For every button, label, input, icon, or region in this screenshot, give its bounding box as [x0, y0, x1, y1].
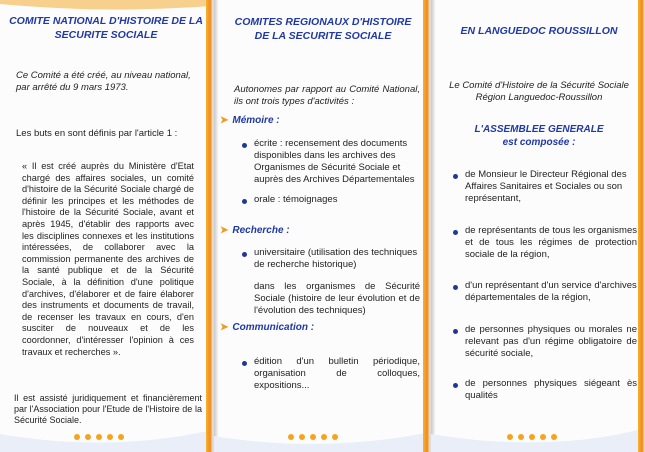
goals-intro: Les buts en sont définis par l'article 1 :: [16, 128, 178, 139]
panel-national: [0, 0, 213, 452]
recherche-item-organisms: dans les organismes de Sécurité Sociale (histoire de leur évolution et de l'évolution des techniques): [254, 281, 420, 316]
arrow-icon: ➤: [220, 225, 229, 236]
panel-edge: [206, 0, 213, 452]
bullet-icon: [453, 383, 458, 388]
panel-edge: [423, 0, 430, 452]
article-quote: « Il est créé auprès du Ministère d'Etat chargé des affaires sociales, un comité d'histoire de la Sécurité Sociale chargé de définir les principes et les méthodes de l'histoire de la Sécurité Sociale, avant et après 1945, d'établir des rapports avec les disciplines connexes et les institutions intéressées, de collaborer avec la commission permanente des archives de la santé publique et de la Sécurité Sociale, à la définition d'une politique d'archives, d'élaborer et de faire élaborer des instruments et documents de travail, de recenser les travaux en cours, d'en susciter de nouveaux et de les coordonner, d'intéresser l'opinion à ces travaux et recherches ».: [22, 161, 194, 357]
member-item: de personnes physiques siégeant ès qualités: [465, 378, 637, 401]
panel-title: EN LANGUEDOC ROUSSILLON: [460, 25, 618, 37]
bullet-icon: [242, 252, 247, 257]
communication-heading: ➤ Communication :: [220, 322, 315, 333]
bullet-icon: [453, 329, 458, 334]
arrow-icon: ➤: [220, 115, 229, 126]
memoire-heading: ➤ Mémoire :: [220, 115, 280, 126]
panel-title: COMITE NATIONAL D'HISTOIRE DE LA SECURITE SOCIALE: [9, 15, 203, 41]
member-item: de Monsieur le Directeur Régional des Affaires Sanitaires et Sociales ou son représentant,: [465, 169, 627, 204]
assembly-subtitle: est composée :: [502, 137, 576, 148]
panel-edge: [638, 0, 645, 452]
decorative-dots: [74, 434, 124, 440]
panel-languedoc: [431, 0, 645, 452]
bullet-icon: [453, 174, 458, 179]
bullet-icon: [242, 199, 247, 204]
bullet-icon: [242, 361, 247, 366]
recherche-heading: ➤ Recherche :: [220, 225, 290, 236]
intro-text: Le Comité d'Histoire de la Sécurité Sociale Région Languedoc-Roussillon: [449, 80, 629, 103]
bullet-icon: [453, 230, 458, 235]
recherche-item-university: universitaire (utilisation des techniques de recherche historique): [254, 247, 418, 270]
bullet-icon: [453, 285, 458, 290]
decorative-dots: [507, 434, 557, 440]
communication-item: édition d'un bulletin périodique, organisation de colloques, expositions...: [254, 356, 420, 391]
closing-text: Il est assisté juridiquement et financièrement par l'Association pour l'Etude de l'Histoire de la Sécurité Sociale.: [14, 393, 202, 425]
bullet-icon: [242, 143, 247, 148]
memoire-item-written: écrite : recensement des documents disponibles dans les archives des Organismes de Sécurité Sociale et auprès des Archives Départementales: [254, 138, 415, 185]
intro-text: Autonomes par rapport au Comité National, ils ont trois types d'activités :: [234, 84, 420, 107]
bottom-swoosh: [431, 412, 645, 452]
member-item: de représentants de tous les organismes et de tous les régimes de protection sociale de la région,: [465, 225, 637, 260]
assembly-title: L'ASSEMBLEE GENERALE: [474, 124, 604, 135]
member-item: de personnes physiques ou morales ne relevant pas d'un régime obligatoire de sécurité sociale,: [465, 324, 637, 359]
fold-shadow: [431, 0, 435, 452]
fold-shadow: [214, 0, 218, 452]
panel-title: COMITES REGIONAUX D'HISTOIRE DE LA SECURITE SOCIALE: [234, 16, 412, 42]
intro-text: Ce Comité a été créé, au niveau national, par arrêté du 9 mars 1973.: [16, 70, 191, 93]
panel-regional: [214, 0, 430, 452]
bottom-swoosh: [214, 412, 430, 452]
arrow-icon: ➤: [220, 322, 229, 333]
decorative-dots: [288, 434, 338, 440]
memoire-item-oral: orale : témoignages: [254, 194, 338, 205]
member-item: d'un représentant d'un service d'archives départementales de la région,: [465, 280, 637, 303]
